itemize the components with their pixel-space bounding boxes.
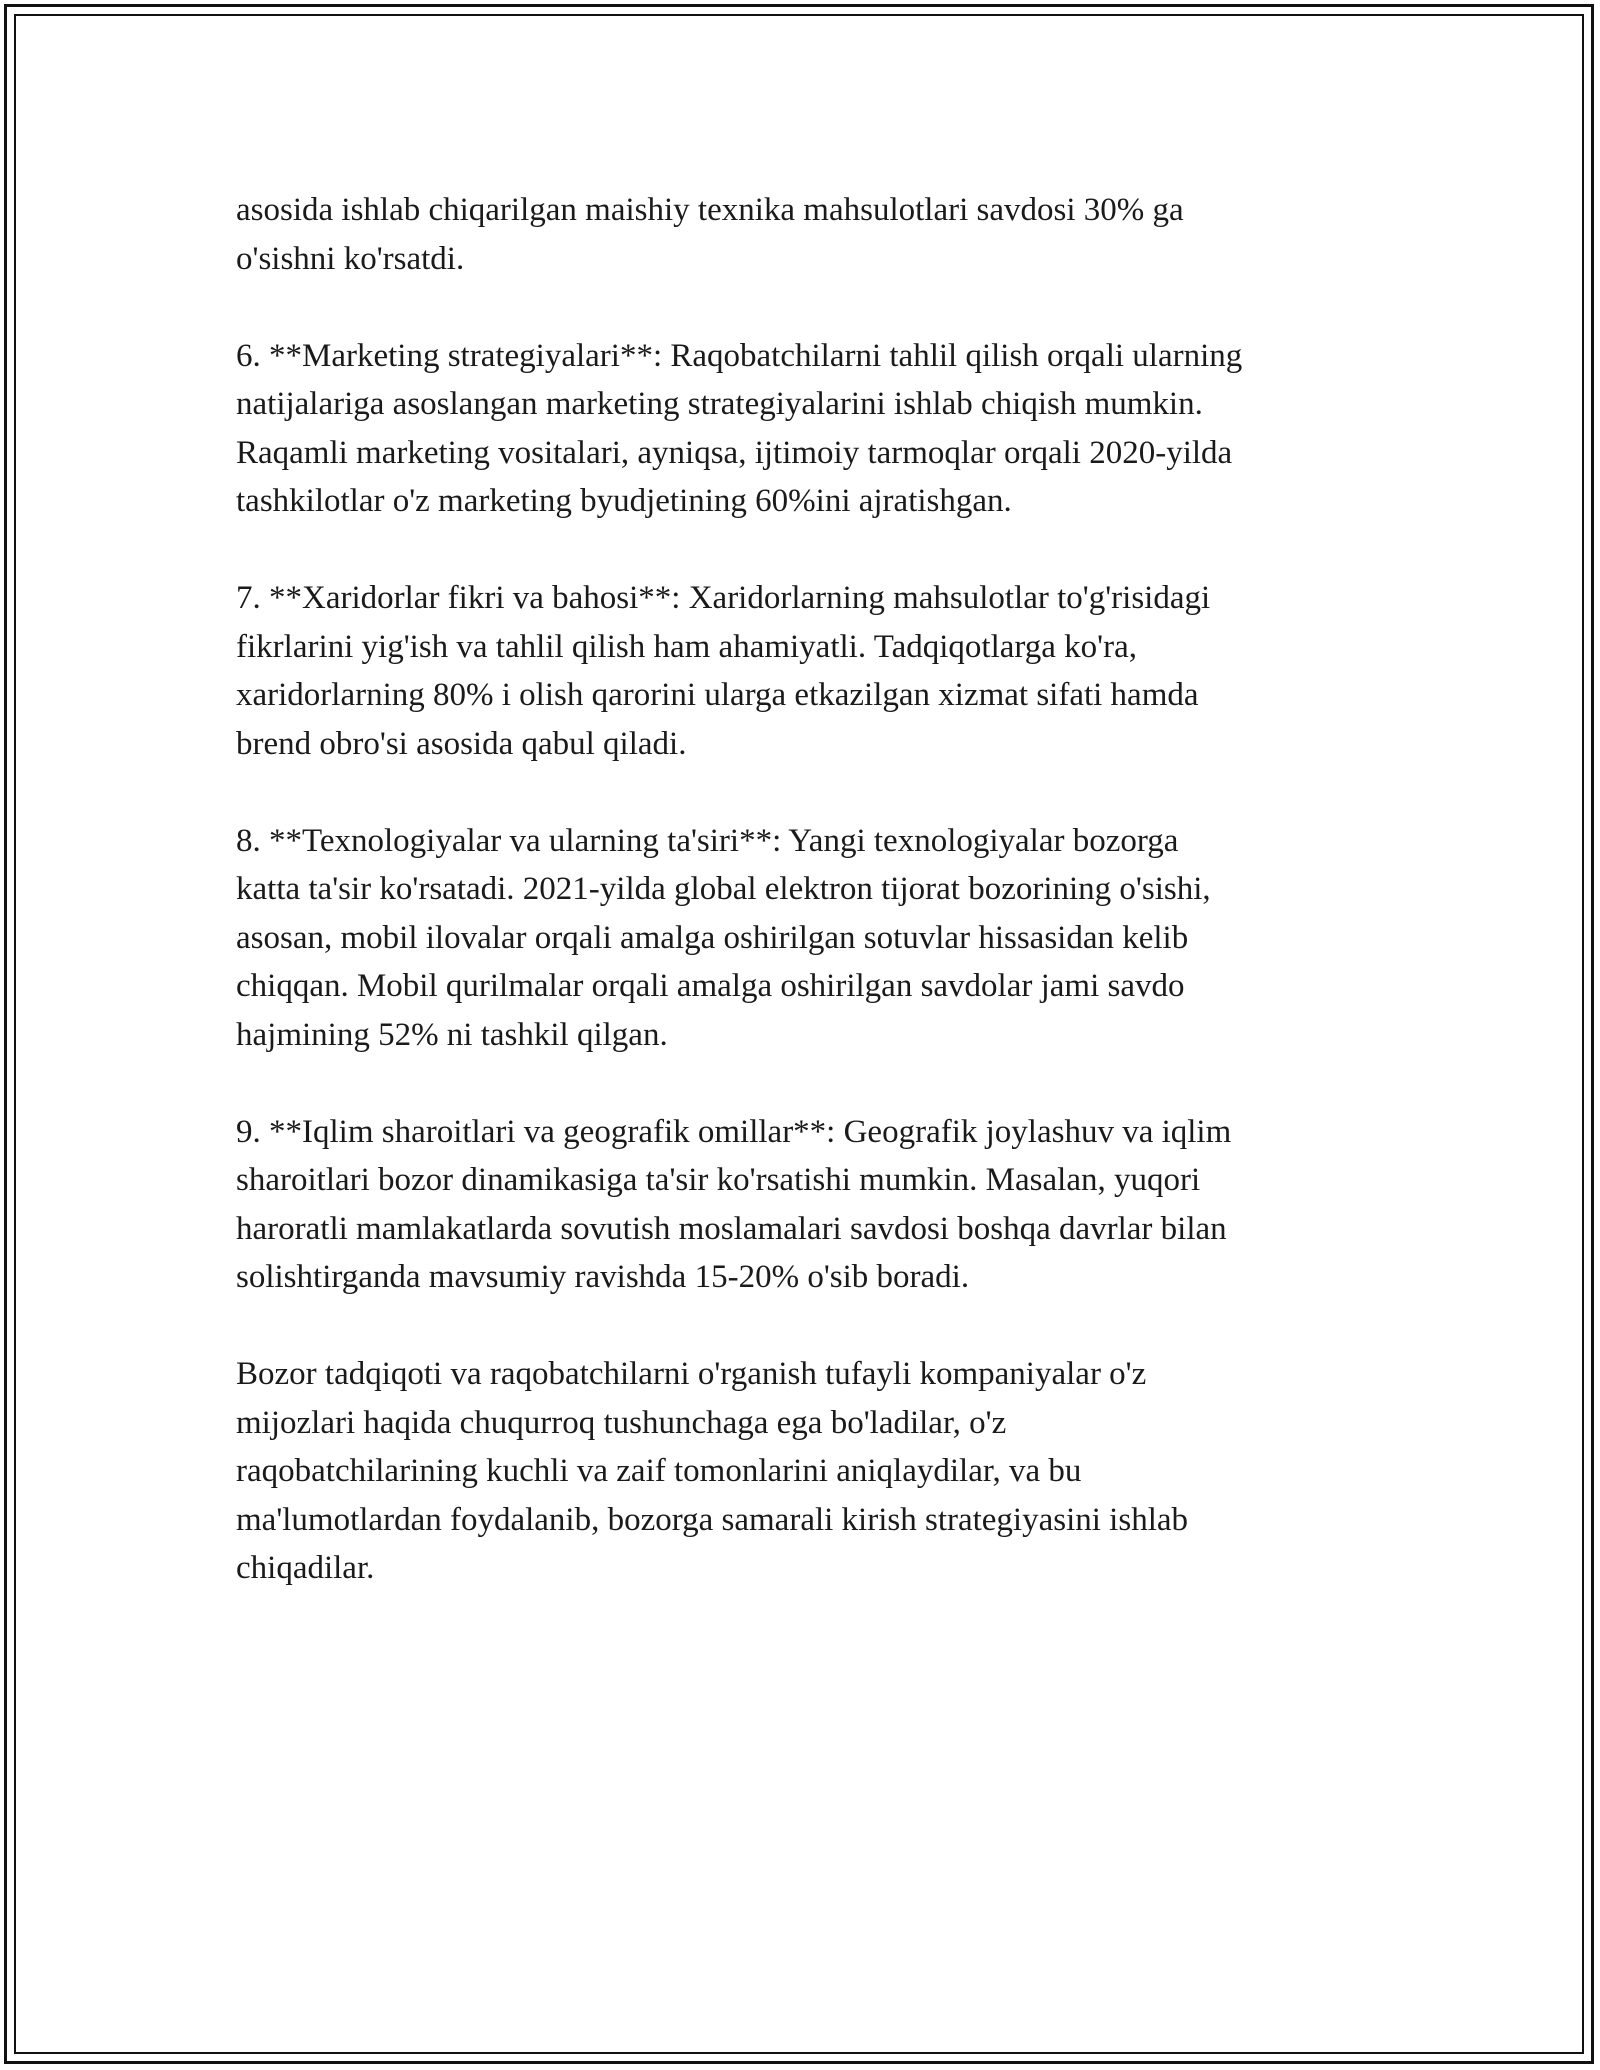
paragraph-climate-geography: 9. **Iqlim sharoitlari va geografik omillar**: Geografik joylashuv va iqlim sharoitlari bozor dinamikasiga ta'sir ko'rsatishi mumkin. Masalan, yuqori haroratli mamlakatlarda sovutish moslamalari savdosi boshqa davrlar bilan solishtirganda mavsumiy ravishda 15-20% o'sib boradi. — [236, 1113, 1232, 1295]
paragraph-technologies: 8. **Texnologiyalar va ularning ta'siri**: Yangi texnologiyalar bozorga katta ta'sir ko'rsatadi. 2021-yilda global elektron tijorat bozorining o'sishi, asosan, mobil ilovalar orqali amalga oshirilgan sotuvlar hissasidan kelib chiqqan. Mobil qurilmalar orqali amalga oshirilgan savdolar jami savdo hajmining 52% ni tashkil qilgan. — [236, 822, 1211, 1053]
paragraph-customer-feedback: 7. **Xaridorlar fikri va bahosi**: Xaridorlarning mahsulotlar to'g'risidagi fikrlarini yig'ish va tahlil qilish ham ahamiyatli. Tadqiqotlarga ko'ra, xaridorlarning 80% i olish qarorini ularga etkazilgan xizmat sifati hamda brend obro'si asosida qabul qiladi. — [236, 580, 1211, 762]
document-body — [236, 186, 1386, 1641]
paragraph-continuation: asosida ishlab chiqarilgan maishiy texnika mahsulotlari savdosi 30% ga o'sishni ko'rsatdi. — [236, 192, 1184, 277]
paragraph-conclusion: Bozor tadqiqoti va raqobatchilarni o'rganish tufayli kompaniyalar o'z mijozlari haqida chuqurroq tushunchaga ega bo'ladilar, o'z raqobatchilarining kuchli va zaif tomonlarini aniqlaydilar, va bu ma'lumotlardan foydalanib, bozorga samarali kirish strategiyasini ishlab chiqadilar. — [236, 1356, 1189, 1586]
paragraph-marketing-strategies: 6. **Marketing strategiyalari**: Raqobatchilarni tahlil qilish orqali ularning natijalariga asoslangan marketing strategiyalarini ishlab chiqish mumkin. Raqamli marketing vositalari, ayniqsa, ijtimoiy tarmoqlar orqali 2020-yilda tashkilotlar o'z marketing byudjetining 60%ini ajratishgan. — [236, 337, 1243, 519]
